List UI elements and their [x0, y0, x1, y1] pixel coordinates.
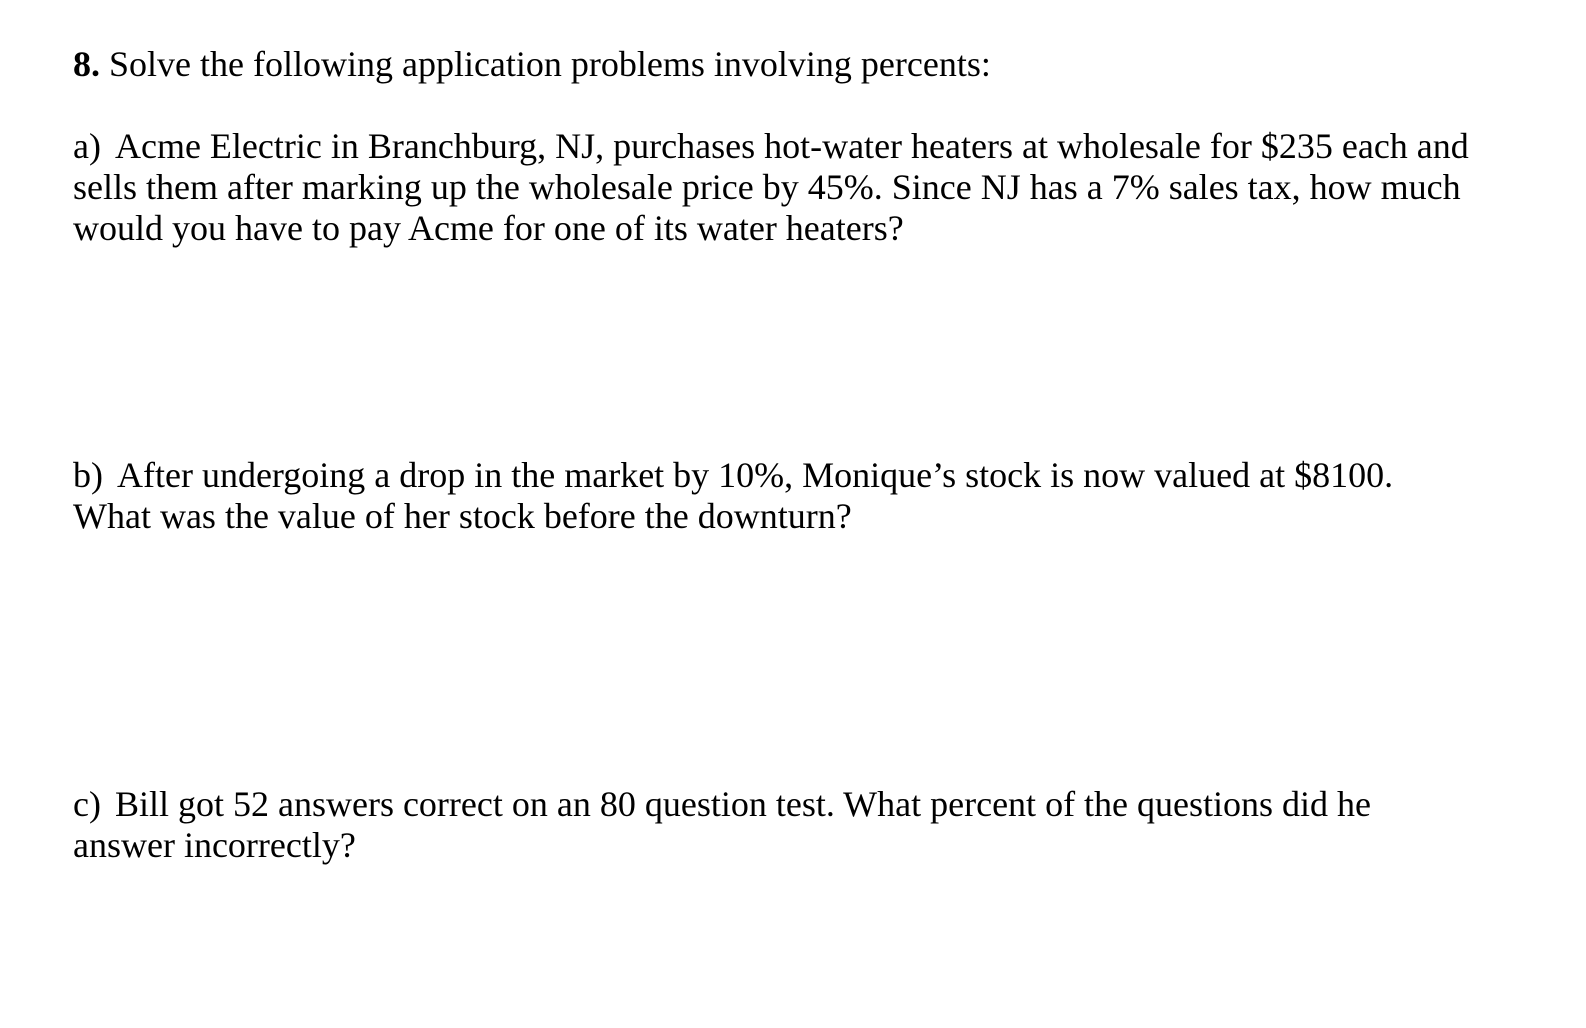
problem-a-line-1 — [73, 126, 1513, 167]
problem-c-text-1: Bill got 52 answers correct on an 80 question test. What percent of the questions did he — [114, 784, 1372, 824]
problem-b-text-1: After undergoing a drop in the market by 10%, Monique’s stock is now valued at $8100. — [117, 455, 1394, 495]
problem-c — [73, 784, 1513, 866]
problem-b-line-2: What was the value of her stock before the downturn? — [73, 496, 852, 536]
problem-b-line-1 — [73, 455, 1513, 496]
question-instructions: Solve the following application problems involving percents: — [109, 44, 991, 84]
problem-a-answer-space — [73, 255, 1513, 445]
problem-a — [73, 126, 1513, 249]
question-number: 8. — [73, 44, 100, 84]
problem-a-letter: a) — [73, 126, 101, 166]
problem-b-letter: b) — [73, 455, 103, 495]
problem-c-answer-space — [73, 870, 1513, 1010]
problem-c-letter: c) — [73, 784, 101, 824]
problem-c-line-2: answer incorrectly? — [73, 825, 356, 865]
problem-a-line-3: would you have to pay Acme for one of its water heaters? — [73, 208, 904, 248]
problem-b-answer-space — [73, 542, 1513, 774]
problem-b — [73, 455, 1513, 537]
problem-c-line-1 — [73, 784, 1513, 825]
question-heading — [73, 44, 1513, 85]
problem-a-text-1: Acme Electric in Branchburg, NJ, purchases hot-water heaters at wholesale for $235 each and — [114, 126, 1469, 166]
problem-a-line-2: sells them after marking up the wholesale price by 45%. Since NJ has a 7% sales tax, how much — [73, 167, 1461, 207]
